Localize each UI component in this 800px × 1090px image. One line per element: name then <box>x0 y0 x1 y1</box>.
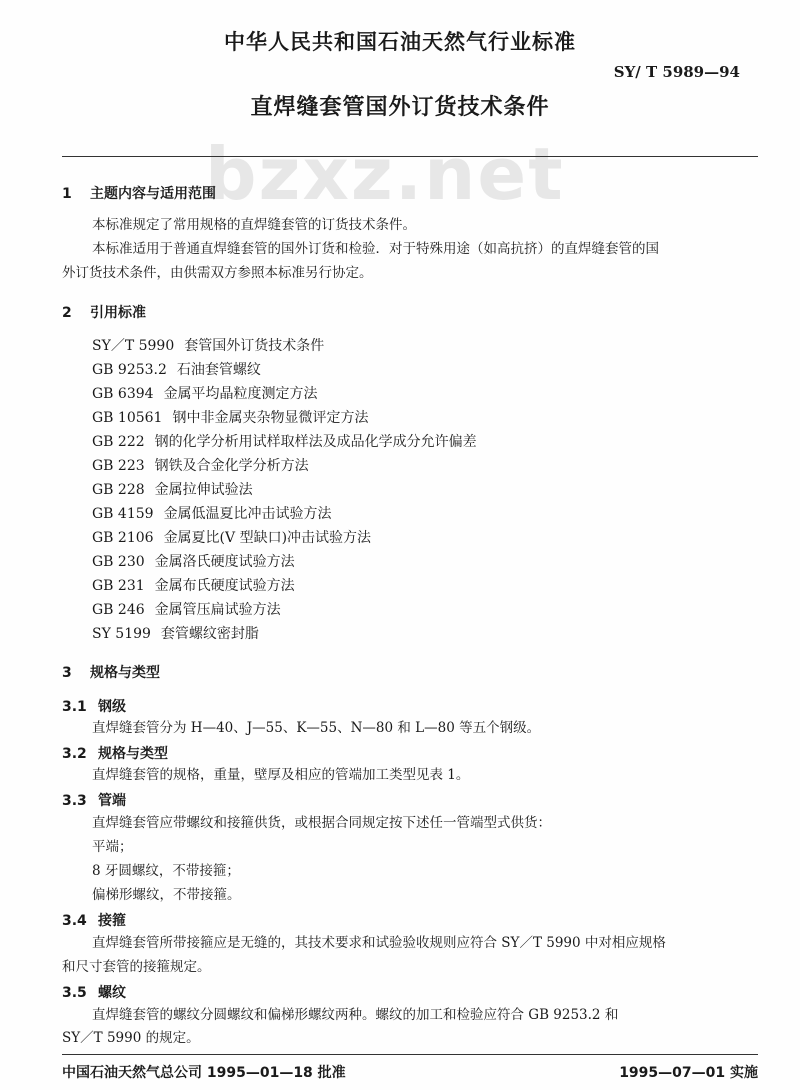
reference-code: GB 9253.2 <box>92 362 167 378</box>
reference-code: GB 228 <box>92 482 145 498</box>
reference-code: GB 4159 <box>92 506 154 522</box>
list-item: 偏梯形螺纹，不带接箍。 <box>92 887 241 903</box>
reference-title: 钢中非金属夹杂物显微评定方法 <box>172 410 369 426</box>
paragraph: 直焊缝套管的规格，重量，壁厚及相应的管端加工类型见表 1。 <box>92 767 470 783</box>
reference-item <box>92 382 477 406</box>
subsection-number: 3.2 <box>62 746 87 762</box>
reference-item <box>92 334 477 358</box>
reference-title: 钢的化学分析用试样取样法及成品化学成分允许偏差 <box>154 434 477 450</box>
watermark: bzxz.net <box>205 132 565 216</box>
subsection-title: 管端 <box>98 793 126 809</box>
reference-item <box>92 574 477 598</box>
reference-title: 套管螺纹密封脂 <box>160 626 259 642</box>
reference-title: 金属布氏硬度试验方法 <box>154 578 295 594</box>
paragraph-continued: SY／T 5990 的规定。 <box>62 1030 200 1046</box>
reference-item <box>92 502 477 526</box>
reference-item <box>92 454 477 478</box>
reference-item <box>92 358 477 382</box>
reference-code: GB 222 <box>92 434 145 450</box>
reference-title: 金属洛氏硬度试验方法 <box>154 554 295 570</box>
reference-code: GB 10561 <box>92 410 163 426</box>
subsection-3-2-heading <box>62 743 168 763</box>
reference-item <box>92 406 477 430</box>
paragraph-continued: 外订货技术条件，由供需双方参照本标准另行协定。 <box>62 265 373 281</box>
reference-code: GB 231 <box>92 578 145 594</box>
paragraph: 直焊缝套管所带接箍应是无缝的，其技术要求和试验验收规则应符合 SY／T 5990 中对相应规格 <box>92 935 666 951</box>
reference-code: GB 230 <box>92 554 145 570</box>
section-title: 规格与类型 <box>90 665 160 681</box>
document-title: 直焊缝套管国外订货技术条件 <box>250 95 550 120</box>
list-item: 8 牙圆螺纹，不带接箍； <box>92 863 240 879</box>
subsection-number: 3.1 <box>62 699 87 715</box>
subsection-3-4-heading <box>62 910 126 930</box>
header-divider <box>62 156 758 157</box>
section-number: 1 <box>62 186 72 202</box>
reference-title: 套管国外订货技术条件 <box>184 338 325 354</box>
subsection-number: 3.5 <box>62 985 87 1001</box>
reference-item <box>92 622 477 646</box>
reference-title: 金属低温夏比冲击试验方法 <box>163 506 332 522</box>
paragraph: 本标准适用于普通直焊缝套管的国外订货和检验．对于特殊用途（如高抗挤）的直焊缝套管的国 <box>92 241 659 257</box>
paragraph-continued: 和尺寸套管的接箍规定。 <box>62 959 211 975</box>
section-number: 2 <box>62 305 72 321</box>
paragraph: 直焊缝套管分为 H—40、J—55、K—55、N—80 和 L—80 等五个钢级。 <box>92 720 541 736</box>
list-item: 平端； <box>92 839 133 855</box>
paragraph: 直焊缝套管应带螺纹和接箍供货，或根据合同规定按下述任一管端型式供货： <box>92 815 551 831</box>
implementation-date: 1995—07—01 实施 <box>619 1065 758 1081</box>
reference-code: GB 246 <box>92 602 145 618</box>
section-title: 主题内容与适用范围 <box>90 186 216 202</box>
reference-code: SY／T 5990 <box>92 338 175 354</box>
section-1-heading <box>62 183 216 203</box>
reference-item <box>92 598 477 622</box>
reference-code: SY 5199 <box>92 626 151 642</box>
subsection-title: 钢级 <box>98 699 126 715</box>
subsection-title: 规格与类型 <box>98 746 168 762</box>
reference-item <box>92 550 477 574</box>
subsection-number: 3.3 <box>62 793 87 809</box>
footer-divider <box>62 1054 758 1055</box>
reference-code: GB 2106 <box>92 530 154 546</box>
section-2-heading <box>62 302 146 322</box>
section-number: 3 <box>62 665 72 681</box>
approval-line: 中国石油天然气总公司 1995—01—18 批准 <box>62 1065 346 1081</box>
reference-title: 金属拉伸试验法 <box>154 482 253 498</box>
section-title: 引用标准 <box>90 305 146 321</box>
reference-title: 金属管压扁试验方法 <box>154 602 281 618</box>
subsection-title: 螺纹 <box>98 985 126 1001</box>
subsection-number: 3.4 <box>62 913 87 929</box>
standard-number: SY/ T 5989—94 <box>613 63 740 81</box>
subsection-title: 接箍 <box>98 913 126 929</box>
paragraph: 直焊缝套管的螺纹分圆螺纹和偏梯形螺纹两种。螺纹的加工和检验应符合 GB 9253.2 和 <box>92 1007 619 1023</box>
reference-title: 石油套管螺纹 <box>176 362 261 378</box>
reference-item <box>92 430 477 454</box>
reference-item <box>92 526 477 550</box>
subsection-3-1-heading <box>62 696 126 716</box>
reference-title: 金属夏比(V 型缺口)冲击试验方法 <box>163 530 372 546</box>
reference-code: GB 223 <box>92 458 145 474</box>
reference-list <box>92 334 477 646</box>
industry-standard-title: 中华人民共和国石油天然气行业标准 <box>224 30 576 54</box>
reference-title: 钢铁及合金化学分析方法 <box>154 458 309 474</box>
reference-item <box>92 478 477 502</box>
reference-title: 金属平均晶粒度测定方法 <box>163 386 318 402</box>
subsection-3-3-heading <box>62 790 126 810</box>
paragraph: 本标准规定了常用规格的直焊缝套管的订货技术条件。 <box>92 217 416 233</box>
reference-code: GB 6394 <box>92 386 154 402</box>
section-3-heading <box>62 662 160 682</box>
subsection-3-5-heading <box>62 982 126 1002</box>
